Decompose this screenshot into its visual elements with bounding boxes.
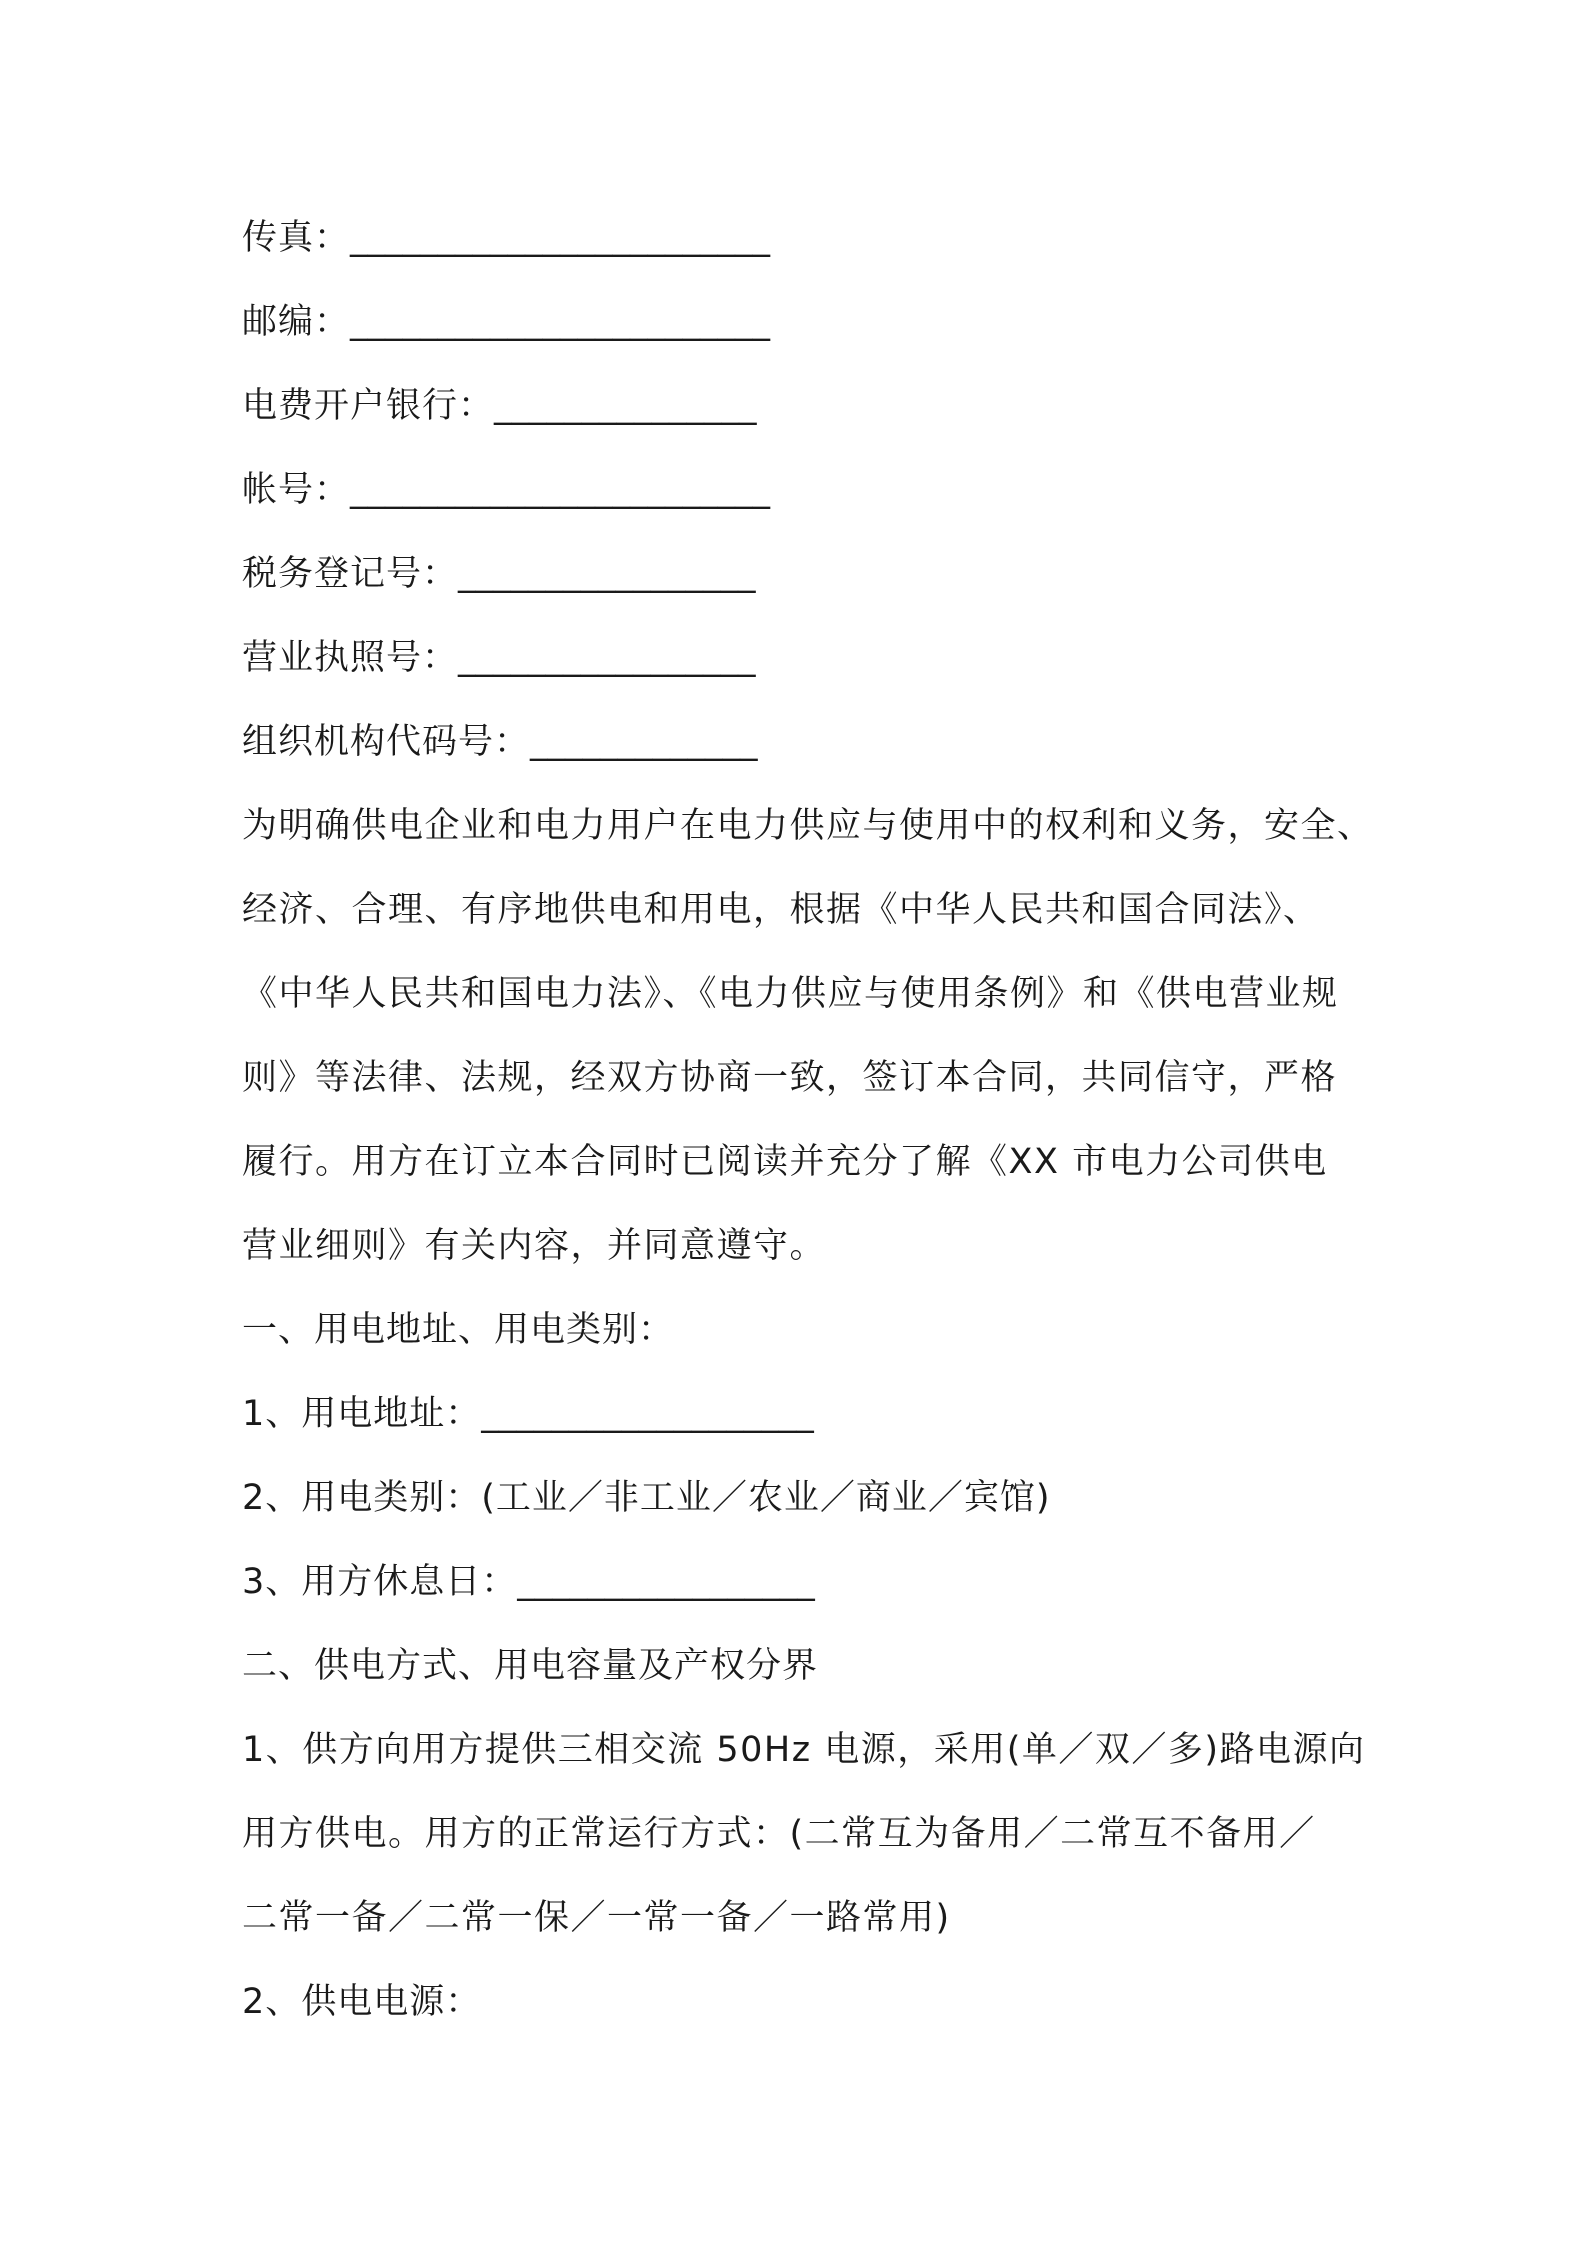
item-address bbox=[242, 1372, 1372, 1456]
blank-line: _________________ bbox=[517, 1562, 815, 1602]
supply-method-paragraph bbox=[242, 1708, 1372, 1960]
paragraph-line: 二常一备／二常一保／一常一备／一路常用) bbox=[242, 1898, 951, 1938]
field-postcode bbox=[242, 280, 1372, 364]
paragraph-line: 为明确供电企业和电力用户在电力供应与使用中的权利和义务，安全、 bbox=[242, 806, 1374, 846]
field-tax-registration bbox=[242, 532, 1372, 616]
field-label: 营业执照号： bbox=[242, 638, 459, 678]
field-business-license bbox=[242, 616, 1372, 700]
paragraph-line: 履行。用方在订立本合同时已阅读并充分了解《XX 市电力公司供电 bbox=[242, 1142, 1328, 1182]
field-bank bbox=[242, 364, 1372, 448]
field-label: 税务登记号： bbox=[242, 554, 459, 594]
field-label: 帐号： bbox=[242, 470, 351, 510]
blank-line: _____________ bbox=[530, 722, 758, 762]
blank-line: ________________________ bbox=[350, 218, 771, 258]
item-rest-day bbox=[242, 1540, 1372, 1624]
field-org-code bbox=[242, 700, 1372, 784]
section-heading: 二、供电方式、用电容量及产权分界 bbox=[242, 1646, 819, 1686]
item-power-source: 2、供电电源： bbox=[242, 1982, 482, 2022]
item-category: 2、用电类别：(工业／非工业／农业／商业／宾馆) bbox=[242, 1478, 1051, 1518]
paragraph-line: 《中华人民共和国电力法》、《电力供应与使用条例》和《供电营业规 bbox=[242, 974, 1339, 1014]
field-label: 邮编： bbox=[242, 302, 351, 342]
paragraph-line: 经济、合理、有序地供电和用电，根据《中华人民共和国合同法》、 bbox=[242, 890, 1320, 930]
item-label: 1、用电地址： bbox=[242, 1394, 482, 1434]
paragraph-line: 1、供方向用方提供三相交流 50Hz 电源，采用(单／双／多)路电源向 bbox=[242, 1730, 1366, 1770]
item-label: 3、用方休息日： bbox=[242, 1562, 518, 1602]
paragraph-line: 用方供电。用方的正常运行方式：(二常互为备用／二常互不备用／ bbox=[242, 1814, 1316, 1854]
blank-line: ________________________ bbox=[350, 302, 771, 342]
section-heading: 一、用电地址、用电类别： bbox=[242, 1310, 675, 1350]
field-label: 组织机构代码号： bbox=[242, 722, 531, 762]
blank-line: ________________________ bbox=[350, 470, 771, 510]
field-label: 电费开户银行： bbox=[242, 386, 495, 426]
paragraph-line: 营业细则》有关内容，并同意遵守。 bbox=[242, 1226, 827, 1266]
paragraph-line: 则》等法律、法规，经双方协商一致，签订本合同，共同信守，严格 bbox=[242, 1058, 1338, 1098]
contract-page bbox=[242, 196, 1372, 2044]
blank-line: _______________ bbox=[494, 386, 757, 426]
blank-line: ___________________ bbox=[481, 1394, 814, 1434]
blank-line: _________________ bbox=[458, 554, 756, 594]
field-account bbox=[242, 448, 1372, 532]
blank-line: _________________ bbox=[458, 638, 756, 678]
field-fax bbox=[242, 196, 1372, 280]
field-label: 传真： bbox=[242, 218, 351, 258]
preamble-paragraph bbox=[242, 784, 1372, 1288]
